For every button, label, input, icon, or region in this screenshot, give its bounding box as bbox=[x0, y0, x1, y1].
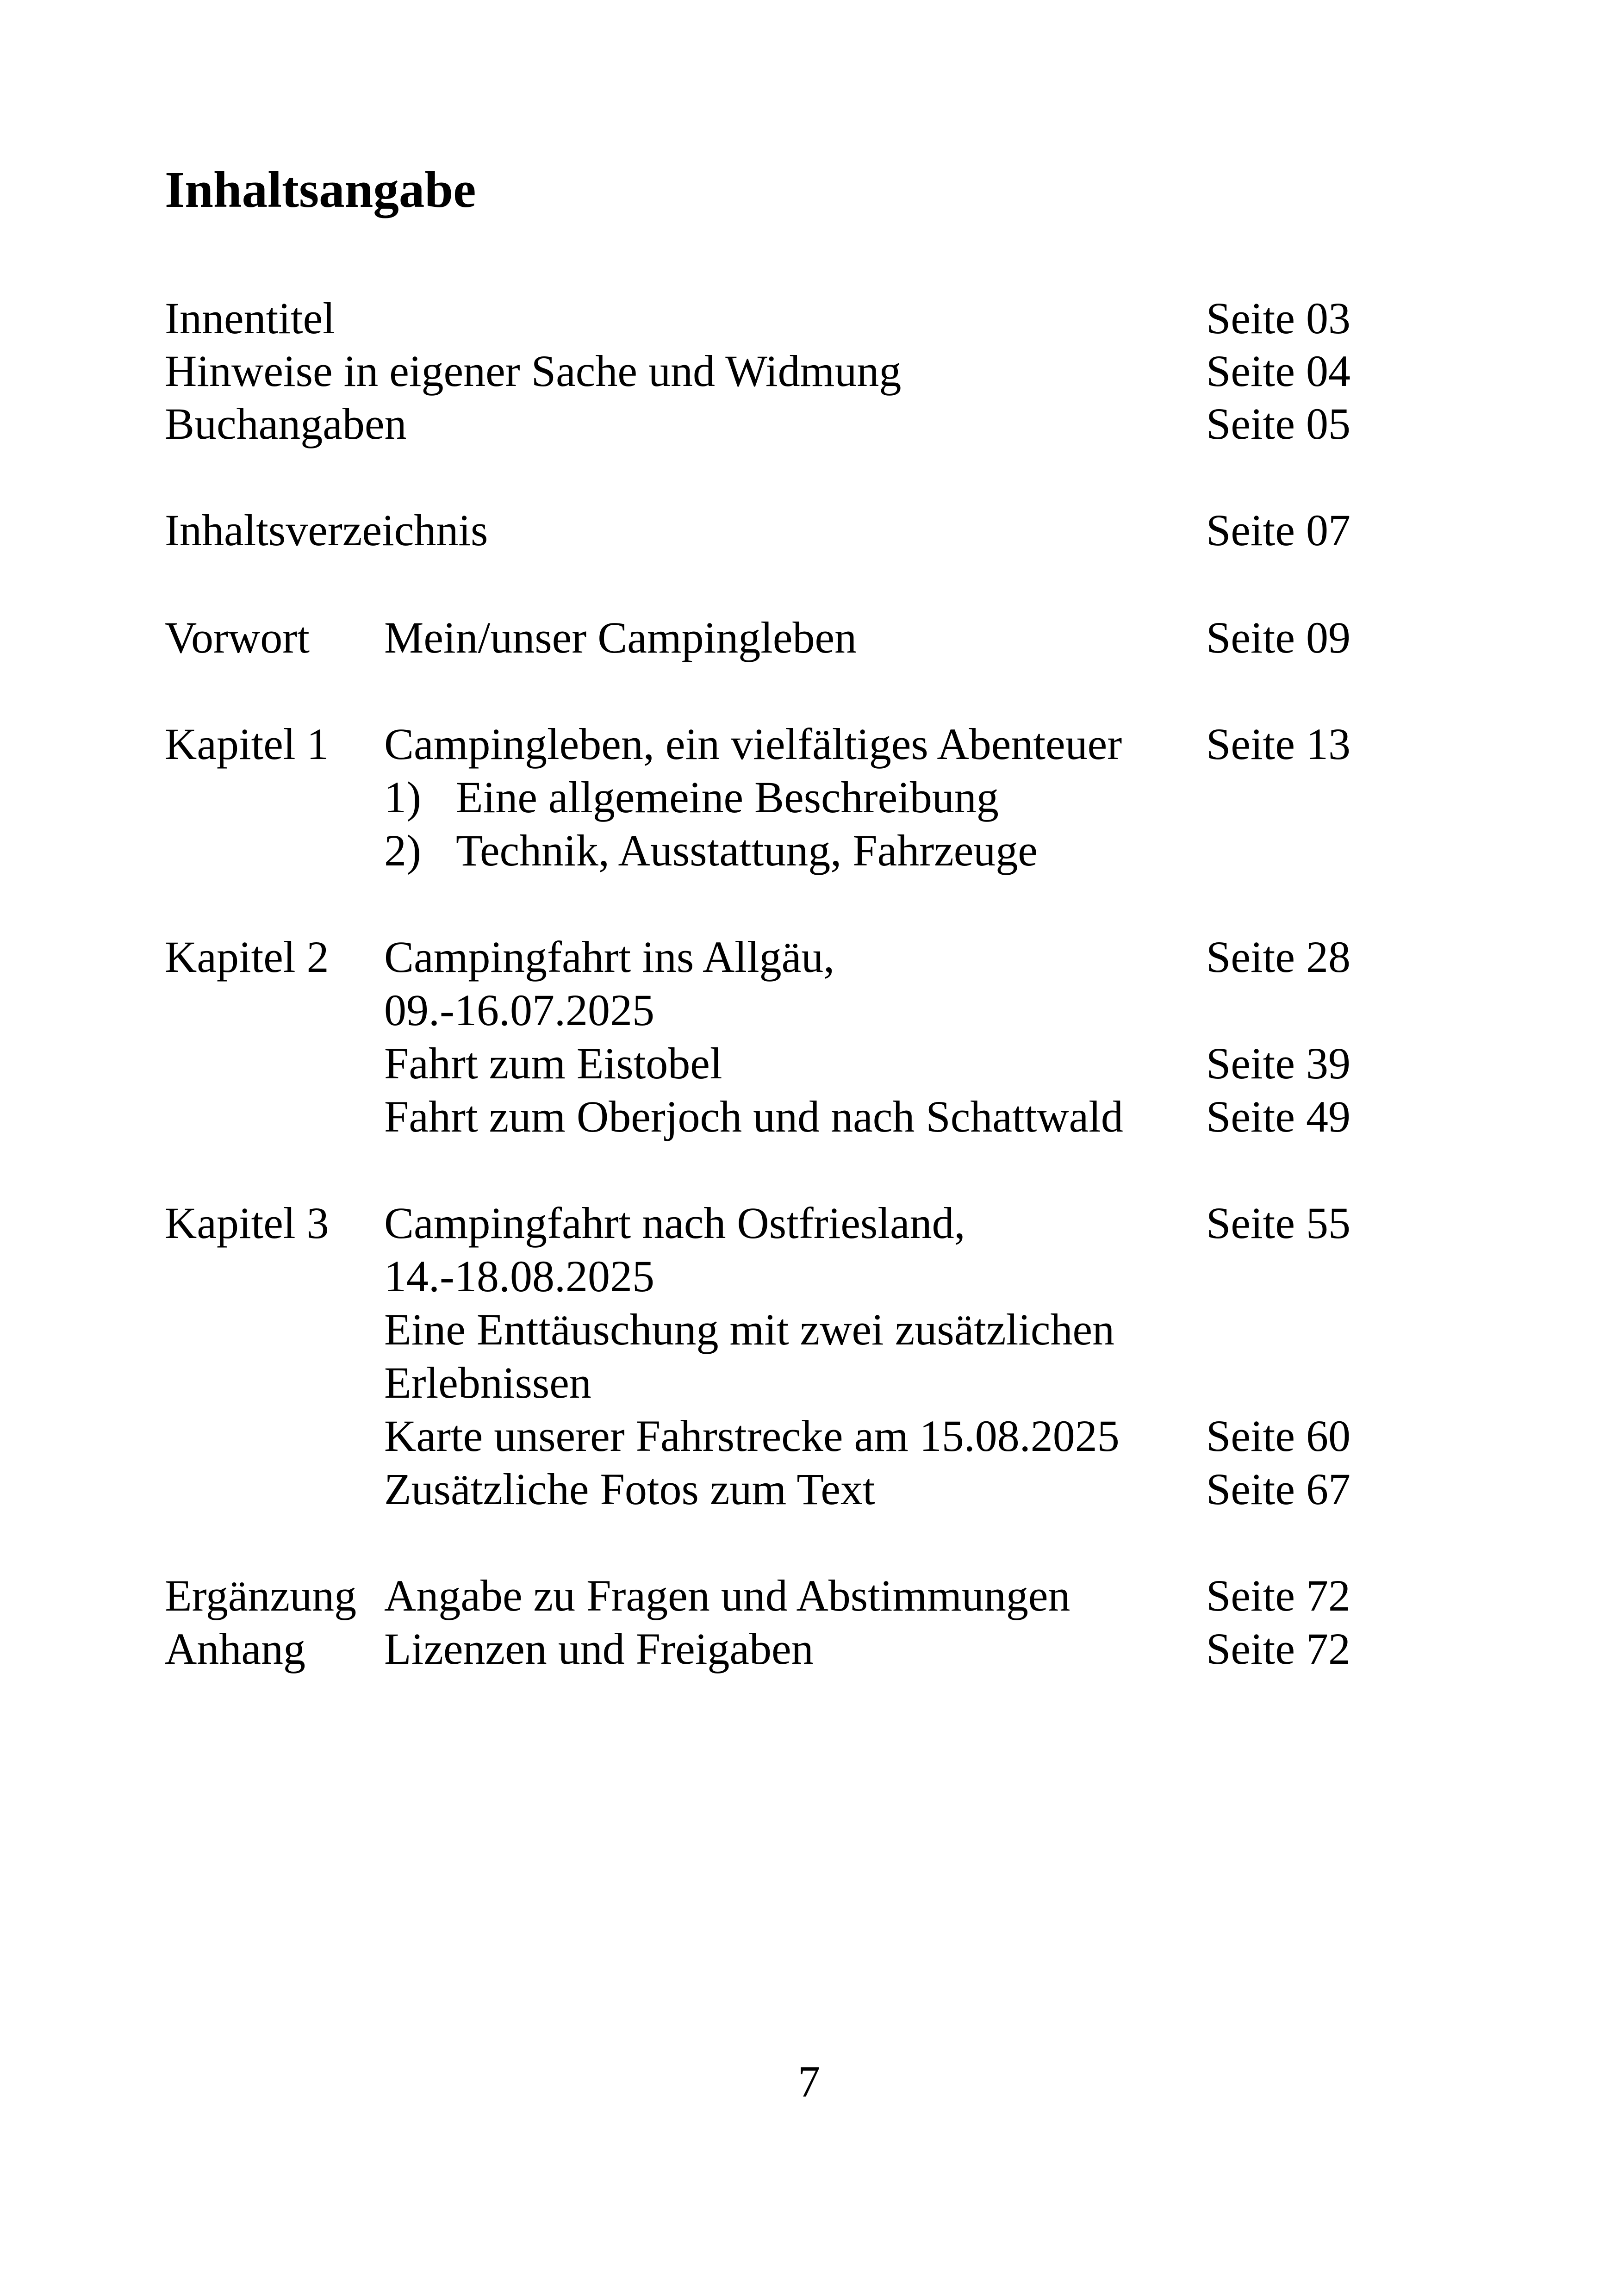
toc-page: Seite 67 bbox=[1206, 1464, 1350, 1514]
toc-section: Ergänzung bbox=[165, 1571, 357, 1620]
toc-page: Seite 07 bbox=[1206, 505, 1350, 555]
toc-item-number: 1) bbox=[384, 772, 421, 822]
toc-section: Kapitel 3 bbox=[165, 1198, 329, 1248]
toc-label: Inhaltsverzeichnis bbox=[165, 505, 488, 555]
page-number: 7 bbox=[798, 2057, 820, 2106]
toc-label: Hinweise in eigener Sache und Widmung bbox=[165, 346, 902, 396]
toc-subentry: Fahrt zum Oberjoch und nach Schattwald bbox=[384, 1092, 1123, 1141]
toc-page: Seite 09 bbox=[1206, 613, 1350, 662]
page-title: Inhaltsangabe bbox=[165, 162, 476, 218]
toc-subentry: Eine Enttäuschung mit zwei zusätzlichen bbox=[384, 1305, 1115, 1354]
toc-section: Vorwort bbox=[165, 613, 310, 662]
toc-page: Seite 05 bbox=[1206, 399, 1350, 448]
toc-title: Angabe zu Fragen und Abstimmungen bbox=[384, 1571, 1070, 1620]
toc-label: Buchangaben bbox=[165, 399, 407, 448]
toc-page: Seite 72 bbox=[1206, 1571, 1350, 1620]
toc-subentry: Karte unserer Fahrstrecke am 15.08.2025 bbox=[384, 1411, 1120, 1461]
toc-page: Seite 04 bbox=[1206, 346, 1350, 396]
toc-subentry: Erlebnissen bbox=[384, 1358, 591, 1407]
toc-title: Campingfahrt ins Allgäu, bbox=[384, 932, 835, 982]
toc-title: Lizenzen und Freigaben bbox=[384, 1624, 814, 1674]
toc-subentry: Fahrt zum Eistobel bbox=[384, 1039, 722, 1088]
toc-date: 09.-16.07.2025 bbox=[384, 985, 654, 1035]
toc-item-text: Technik, Ausstattung, Fahrzeuge bbox=[456, 826, 1038, 875]
toc-item-text: Eine allgemeine Beschreibung bbox=[456, 772, 999, 822]
toc-page: Seite 72 bbox=[1206, 1624, 1350, 1674]
toc-page: Seite 39 bbox=[1206, 1039, 1350, 1088]
toc-section: Kapitel 1 bbox=[165, 719, 329, 769]
toc-section: Anhang bbox=[165, 1624, 305, 1674]
toc-page: Seite 03 bbox=[1206, 293, 1350, 343]
toc-page: Seite 49 bbox=[1206, 1092, 1350, 1141]
toc-title: Mein/unser Campingleben bbox=[384, 613, 857, 662]
toc-page: Seite 60 bbox=[1206, 1411, 1350, 1461]
toc-date: 14.-18.08.2025 bbox=[384, 1251, 654, 1301]
toc-page: Seite 28 bbox=[1206, 932, 1350, 982]
toc-page: Seite 55 bbox=[1206, 1198, 1350, 1248]
toc-label: Innentitel bbox=[165, 293, 335, 343]
toc-page: Seite 13 bbox=[1206, 719, 1350, 769]
toc-title: Campingleben, ein vielfältiges Abenteuer bbox=[384, 719, 1122, 769]
toc-subentry: Zusätzliche Fotos zum Text bbox=[384, 1464, 875, 1514]
toc-item-number: 2) bbox=[384, 826, 421, 875]
toc-section: Kapitel 2 bbox=[165, 932, 329, 982]
toc-title: Campingfahrt nach Ostfriesland, bbox=[384, 1198, 965, 1248]
